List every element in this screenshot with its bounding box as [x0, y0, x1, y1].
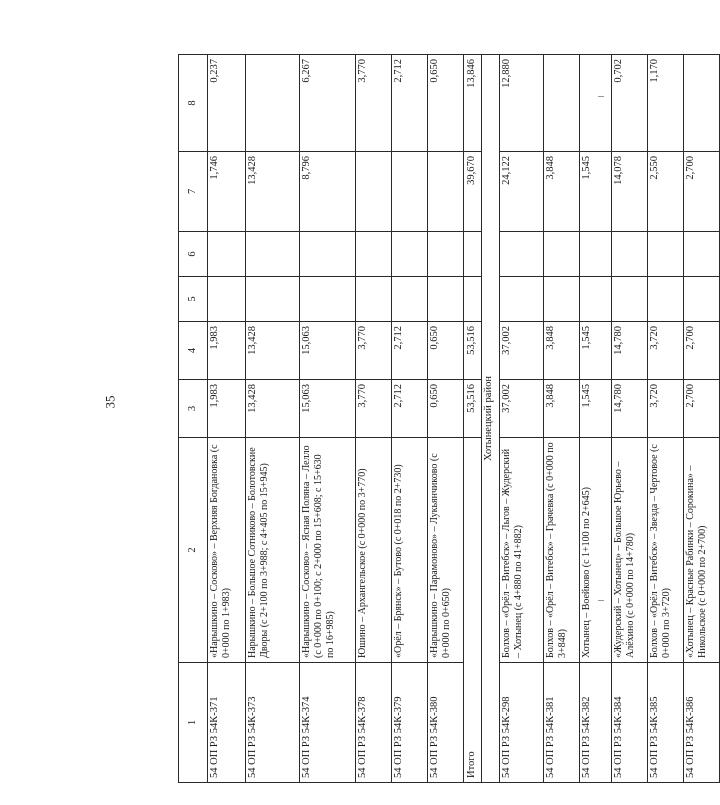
- cell-col-8: 0,650: [428, 55, 464, 152]
- cell-col-7: [428, 152, 464, 232]
- cell-col-5: [648, 277, 684, 322]
- cell-col-5: [392, 277, 428, 322]
- cell-col-6: [612, 232, 648, 277]
- cell-col-8: 2,712: [392, 55, 428, 152]
- page-number: 35: [102, 395, 118, 409]
- total-label: Итого: [464, 438, 482, 783]
- cell-col-3: 1,545: [580, 380, 612, 438]
- header-col-8: 8: [179, 55, 208, 152]
- road-code: 54 ОП РЗ 54К-371: [208, 663, 246, 783]
- cell-col-8: 3,770: [356, 55, 392, 152]
- table-row: [500, 55, 544, 783]
- cell-col-4: 1,983: [208, 322, 246, 380]
- cell-col-6: [580, 232, 612, 277]
- table-row: [684, 55, 720, 783]
- header-col-4: 4: [179, 322, 208, 380]
- cell-col-7: [392, 152, 428, 232]
- cell-col-5: [356, 277, 392, 322]
- cell-col-3: 15,063: [300, 380, 356, 438]
- table-row: [392, 55, 428, 783]
- header-col-3: 3: [179, 380, 208, 438]
- cell-col-6: [428, 232, 464, 277]
- rotated-page: [178, 55, 709, 783]
- cell-col-5: [544, 277, 580, 322]
- cell-col-4: 3,720: [648, 322, 684, 380]
- scan-mark: [598, 600, 604, 601]
- cell-col-6: [208, 232, 246, 277]
- cell-col-8: [544, 55, 580, 152]
- cell-col-7: 3,848: [544, 152, 580, 232]
- total-col-3: 53,516: [464, 380, 482, 438]
- cell-col-4: 2,712: [392, 322, 428, 380]
- cell-col-5: [612, 277, 648, 322]
- cell-col-7: 2,700: [684, 152, 720, 232]
- table-row: [648, 55, 684, 783]
- district-heading: Хотынецкий район: [482, 55, 500, 783]
- cell-col-4: 14,780: [612, 322, 648, 380]
- header-col-5: 5: [179, 277, 208, 322]
- road-name: Болхов – «Орёл – Витебск» – Звезда – Чертовое (с 0+000 по 3+720): [648, 438, 684, 663]
- cell-col-8: 0,702: [612, 55, 648, 152]
- cell-col-3: 2,700: [684, 380, 720, 438]
- cell-col-8: [580, 55, 612, 152]
- cell-col-7: 13,428: [246, 152, 300, 232]
- cell-col-5: [580, 277, 612, 322]
- road-name: «Жудерский – Хотынец» – Большое Юрьево – Алёхино (с 0+000 по 14+780): [612, 438, 648, 663]
- table-row: [300, 55, 356, 783]
- scan-mark: [598, 96, 604, 97]
- road-code: 54 ОП РЗ 54К-382: [580, 663, 612, 783]
- road-table: [178, 54, 720, 783]
- road-name: «Хотынец – Красные Рабинки – Сорокина» – Никольское (с 0+000 по 2+700): [684, 438, 720, 663]
- cell-col-4: 0,650: [428, 322, 464, 380]
- cell-col-4: 3,770: [356, 322, 392, 380]
- cell-col-5: [684, 277, 720, 322]
- district-row: [482, 55, 500, 783]
- header-row: [179, 55, 208, 783]
- cell-col-4: 2,700: [684, 322, 720, 380]
- table-row: [580, 55, 612, 783]
- road-code: 54 ОП РЗ 54К-384: [612, 663, 648, 783]
- total-col-4: 53,516: [464, 322, 482, 380]
- road-name: Нарышкино – Большое Сотниково – Болотовские Дворы (с 2+100 по 3+988; с 4+405 по 15+945): [246, 438, 300, 663]
- total-col-6: [464, 232, 482, 277]
- total-col-5: [464, 277, 482, 322]
- cell-col-7: 1,746: [208, 152, 246, 232]
- road-name: «Нарышкино – Сосково» – Ясная Поляна – Лелло (с 0+000 по 0+100; с 2+000 по 15+608; с 15+630 по 16+985): [300, 438, 356, 663]
- cell-col-6: [356, 232, 392, 277]
- cell-col-6: [300, 232, 356, 277]
- header-col-1: 1: [179, 663, 208, 783]
- road-name: «Нарышкино – Сосково» – Верхняя Богдановка (с 0+000 по 1+983): [208, 438, 246, 663]
- road-code: 54 ОП РЗ 54К-381: [544, 663, 580, 783]
- cell-col-8: [684, 55, 720, 152]
- cell-col-5: [246, 277, 300, 322]
- cell-col-4: 13,428: [246, 322, 300, 380]
- table-row: [612, 55, 648, 783]
- road-code: 54 ОП РЗ 54К-374: [300, 663, 356, 783]
- road-name: Болхов – «Орёл – Витебск» – Льгов – Жудерский – Хотынец (с 4+880 по 41+882): [500, 438, 544, 663]
- header-col-7: 7: [179, 152, 208, 232]
- cell-col-3: 13,428: [246, 380, 300, 438]
- cell-col-8: 0,237: [208, 55, 246, 152]
- header-col-2: 2: [179, 438, 208, 663]
- cell-col-6: [648, 232, 684, 277]
- table-row: [428, 55, 464, 783]
- cell-col-5: [428, 277, 464, 322]
- cell-col-8: 1,170: [648, 55, 684, 152]
- cell-col-6: [500, 232, 544, 277]
- cell-col-6: [392, 232, 428, 277]
- road-code: 54 ОП РЗ 54К-380: [428, 663, 464, 783]
- cell-col-3: 1,983: [208, 380, 246, 438]
- cell-col-8: 12,880: [500, 55, 544, 152]
- road-code: 54 ОП РЗ 54К-385: [648, 663, 684, 783]
- total-row: [464, 55, 482, 783]
- cell-col-3: 14,780: [612, 380, 648, 438]
- cell-col-5: [500, 277, 544, 322]
- cell-col-7: 24,122: [500, 152, 544, 232]
- cell-col-7: 1,545: [580, 152, 612, 232]
- cell-col-6: [246, 232, 300, 277]
- cell-col-5: [208, 277, 246, 322]
- road-code: 54 ОП РЗ 54К-378: [356, 663, 392, 783]
- cell-col-7: 2,550: [648, 152, 684, 232]
- cell-col-4: 15,063: [300, 322, 356, 380]
- road-code: 54 ОП РЗ 54К-379: [392, 663, 428, 783]
- cell-col-3: 0,650: [428, 380, 464, 438]
- cell-col-3: 3,848: [544, 380, 580, 438]
- cell-col-3: 3,720: [648, 380, 684, 438]
- cell-col-6: [684, 232, 720, 277]
- cell-col-4: 1,545: [580, 322, 612, 380]
- cell-col-6: [544, 232, 580, 277]
- header-col-6: 6: [179, 232, 208, 277]
- table-row: [544, 55, 580, 783]
- cell-col-3: 3,770: [356, 380, 392, 438]
- cell-col-4: 37,002: [500, 322, 544, 380]
- total-col-7: 39,670: [464, 152, 482, 232]
- road-code: 54 ОП РЗ 54К-298: [500, 663, 544, 783]
- table-row: [356, 55, 392, 783]
- cell-col-7: [356, 152, 392, 232]
- table-row: [208, 55, 246, 783]
- road-name: «Орёл – Брянск» – Бутово (с 0+018 по 2+730): [392, 438, 428, 663]
- road-name: «Нарышкино – Парамоново» – Лукьянчиково (с 0+000 по 0+650): [428, 438, 464, 663]
- cell-col-7: 14,078: [612, 152, 648, 232]
- road-code: 54 ОП РЗ 54К-373: [246, 663, 300, 783]
- cell-col-8: [246, 55, 300, 152]
- total-col-8: 13,846: [464, 55, 482, 152]
- table-row: [246, 55, 300, 783]
- cell-col-4: 3,848: [544, 322, 580, 380]
- road-name: Юшино – Архангельское (с 0+000 по 3+770): [356, 438, 392, 663]
- road-code: 54 ОП РЗ 54К-386: [684, 663, 720, 783]
- road-name: Болхов – «Орёл – Витебск» – Грачевка (с 0+000 по 3+848): [544, 438, 580, 663]
- cell-col-8: 6,267: [300, 55, 356, 152]
- cell-col-7: 8,796: [300, 152, 356, 232]
- cell-col-3: 37,002: [500, 380, 544, 438]
- road-name: Хотынец – Воейково (с 1+100 по 2+645): [580, 438, 612, 663]
- cell-col-5: [300, 277, 356, 322]
- cell-col-3: 2,712: [392, 380, 428, 438]
